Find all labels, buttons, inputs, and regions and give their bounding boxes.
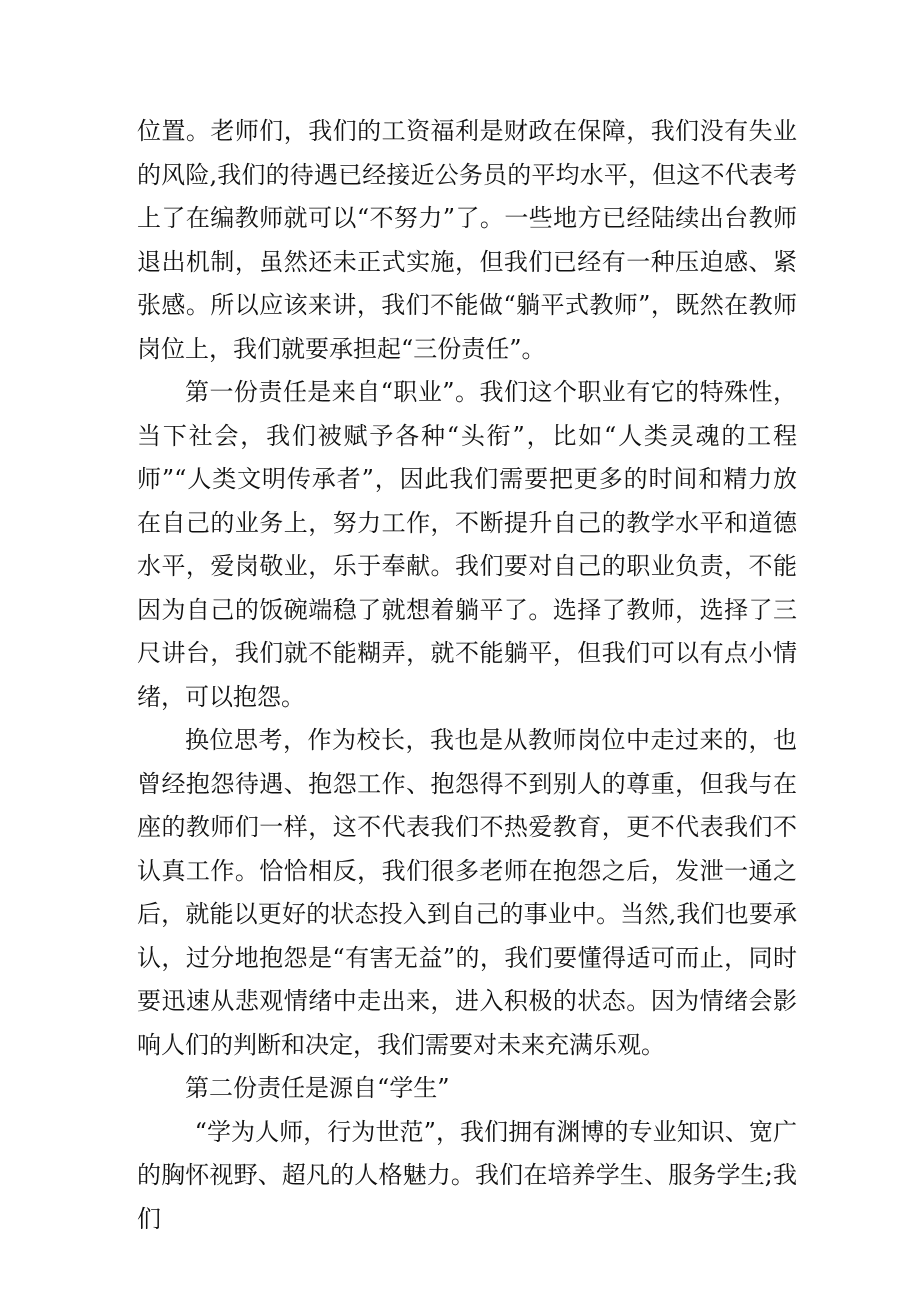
paragraph-first-responsibility: 第一份责任是来自“职业”。我们这个职业有它的特殊性，当下社会，我们被赋予各种“头衔”，比如“人类灵魂的工程师”“人类文明传承者”，因此我们需要把更多的时间和精力放在自己的业务上，努力工作，不断提升自己的教学水平和道德水平，爱岗敬业，乐于奉献。我们要对自己的职业负责，不能因为自己的饭碗端稳了就想着躺平了。选择了教师，选择了三尺讲台，我们就不能糊弄，就不能躺平，但我们可以有点小情绪，可以抱怨。 — [137, 378, 797, 711]
paragraph-quote: “学为人师，行为世范”，我们拥有渊博的专业知识、宽广的胸怀视野、超凡的人格魅力。我们在培养学生、服务学生;我们 — [137, 1117, 797, 1233]
paragraph-perspective: 换位思考，作为校长，我也是从教师岗位中走过来的，也曾经抱怨待遇、抱怨工作、抱怨得不到别人的尊重，但我与在座的教师们一样，这不代表我们不热爱教育，更不代表我们不认真工作。恰恰相反，我们很多老师在抱怨之后，发泄一通之后，就能以更好的状态投入到自己的事业中。当然,我们也要承认，过分地抱怨是“有害无益”的，我们要懂得适可而止，同时要迅速从悲观情绪中走出来，进入积极的状态。因为情绪会影响人们的判断和决定，我们需要对未来充满乐观。 — [137, 726, 797, 1059]
section-heading-second-responsibility: 第二份责任是源自“学生” — [185, 1074, 450, 1102]
document-page — [137, 110, 797, 1241]
paragraph-continuation: 位置。老师们，我们的工资福利是财政在保障，我们没有失业的风险,我们的待遇已经接近公务员的平均水平，但这不代表考上了在编教师就可以“不努力”了。一些地方已经陆续出台教师退出机制，虽然还未正式实施，但我们已经有一种压迫感、紧张感。所以应该来讲，我们不能做“躺平式教师”，既然在教师岗位上，我们就要承担起“三份责任”。 — [137, 117, 797, 363]
